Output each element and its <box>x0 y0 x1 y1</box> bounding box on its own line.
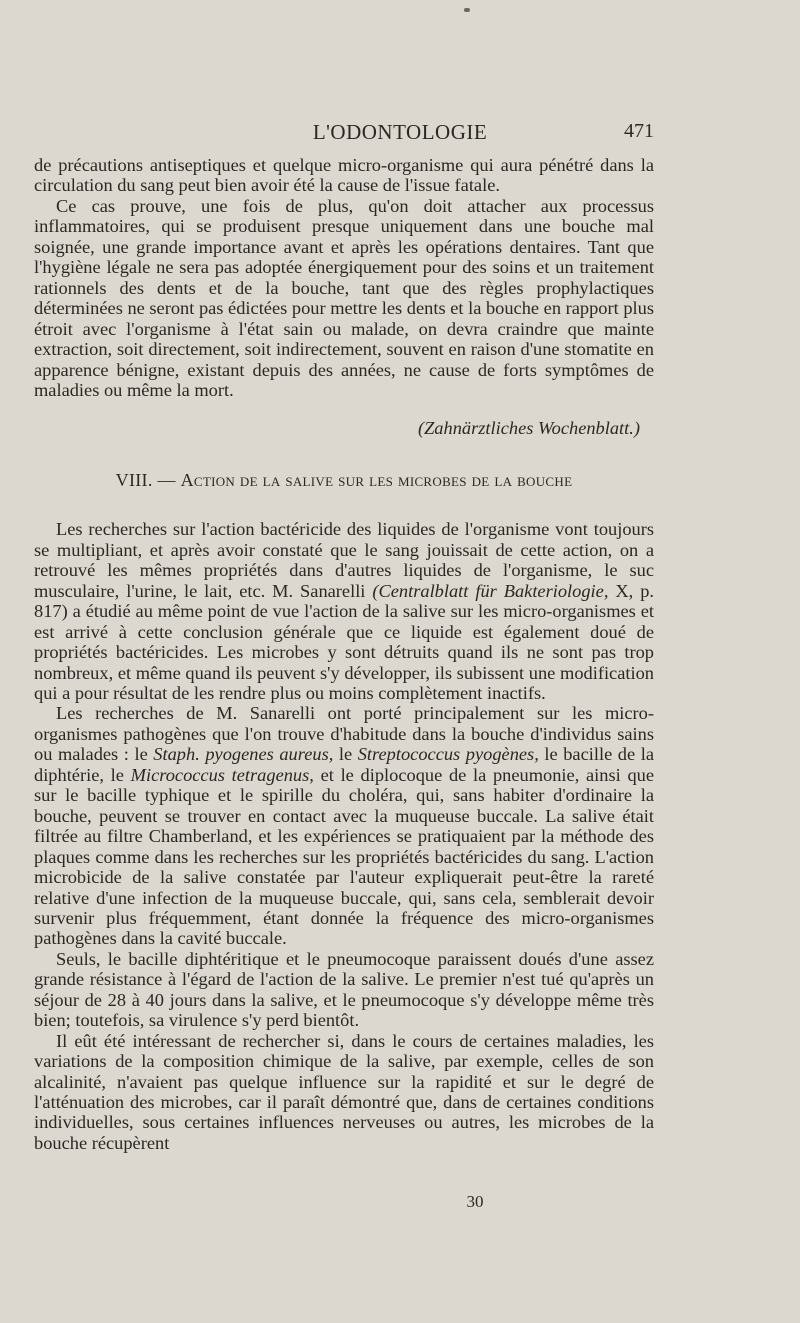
p4-text-c: le bacille de la diphtérie, le <box>34 744 654 785</box>
p4-text-b: le <box>333 744 358 765</box>
species-staph: Staph. pyogenes aureus, <box>153 744 334 765</box>
page-header <box>0 120 800 150</box>
running-title: L'ODONTOLOGIE <box>312 120 488 144</box>
page-number: 471 <box>624 120 654 142</box>
species-strep: Streptococcus pyogènes, <box>357 744 539 765</box>
p4-text-d: et le diplocoque de la pneumonie, ainsi que sur le bacille typhique et le spirille du choléra, qui, sans habiter d'ordinaire la bouche, peuvent se trouver en contact avec la muqueuse buccale. La salive était filtrée au filtre Chamberland, et les expériences se pratiquaient par la méthode des plaques comme dans les recherches sur les propriétés bactéricides du sang. L'action microbicide de la salive constatée par l'auteur expliquerait peut-être la rareté relative d'une infection de la muqueuse buccale, qui, sans cela, semblerait devoir survenir plus fréquemment, étant donnée la fréquence des micro-organismes pathogènes dans la cavité buccale. <box>34 764 654 949</box>
section-heading <box>34 470 654 490</box>
body-text <box>34 155 654 1153</box>
source-citation: (Zahnärztliches Wochenblatt.) <box>417 418 640 439</box>
p3-text-a: Les recherches sur l'action bactéricide des liquides de l'organisme vont toujours se multipliant, et après avoir constaté que le sang jouissait de cette action, on a retrouvé les mêmes propriétés dans d'autres liquides de l'organisme, le suc musculaire, l'urine, le lait, etc. M. Sanarelli <box>34 519 654 601</box>
paragraph-case-conclusion: Ce cas prouve, une fois de plus, qu'on doit attacher aux processus inflammatoires, qui se produisent presque uniquement dans une bouche mal soignée, une grande importance avant et après les opérations dentaires. Tant que l'hygiène légale ne sera pas adoptée énergiquement pour des soins et un traitement rationnels des dents et de la bouche, tant que des règles prophylactiques déterminées ne seront pas édictées pour mettre les dents et la bouche en rapport plus étroit avec l'organisme à l'état sain ou malade, on devra craindre que mainte extraction, soit directement, soit indirectement, souvent en raison d'une stomatite en apparence bénigne, existant depuis des années, ne cause de forts symptômes de maladies ou même la mort. <box>34 195 654 400</box>
paragraph-variations: Il eût été intéressant de rechercher si, dans le cours de certaines maladies, les variations de la composition chimique de la salive, par exemple, celles de son alcalinité, n'avaient pas quelque influence sur la rapidité et sur le degré de l'atténuation des microbes, car il paraît démontré que, dans de certaines conditions individuelles, sous certaines influences nerveuses ou autres, les microbes de la bouche récupèrent <box>34 1030 654 1153</box>
journal-title: (Centralblatt für Bakteriologie, <box>372 580 609 601</box>
p3-text-b: X, p. 817) a étudié au même point de vue l'action de la salive sur les micro-organismes et est arrivé à cette conclusion générale que ce liquide est également doué de propriétés bactéricides. Les microbes y sont détruits quand ils ne sont pas trop nombreux, et même quand ils peuvent s'y développer, ils subissent une modification qui a pour résultat de les rendre plus ou moins complètement inactifs. <box>34 580 654 703</box>
species-micrococcus: Micrococcus tetragenus, <box>130 764 314 785</box>
signature-mark: 30 <box>466 1192 484 1211</box>
section-title: Action de la salive sur les microbes de la bouche <box>180 469 573 490</box>
p4-text-a: Les recherches de M. Sanarelli ont porté principalement sur les micro-organismes pathogènes que l'on trouve d'habitude dans la bouche d'individus sains ou malades : le <box>34 703 654 765</box>
section-numeral: VIII. — <box>115 469 181 490</box>
paragraph-continued: de précautions antiseptiques et quelque micro-organisme qui aura pénétré dans la circulation du sang peut bien avoir été la cause de l'issue fatale. <box>34 155 654 196</box>
paragraph-sanarelli <box>34 703 654 948</box>
paragraph-bactericide <box>34 519 654 703</box>
paragraph-resistance: Seuls, le bacille diphtéritique et le pneumocoque paraissent doués d'une assez grande résistance à l'égard de l'action de la salive. Le premier n'est tué qu'après un séjour de 28 à 40 jours dans la salive, et le pneumocoque s'y développe même très bien; toutefois, sa virulence s'y perd bientôt. <box>34 948 654 1031</box>
ink-speck <box>464 8 470 12</box>
